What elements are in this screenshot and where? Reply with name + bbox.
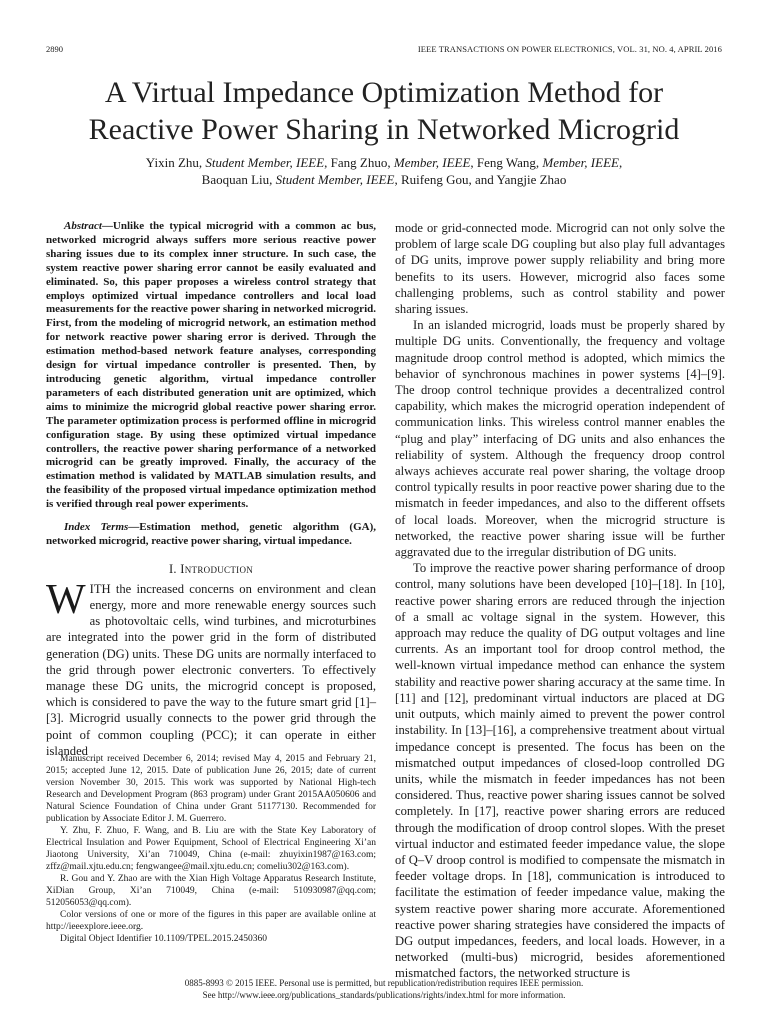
journal-header: IEEE TRANSACTIONS ON POWER ELECTRONICS, VOL. 31, NO. 4, APRIL 2016	[417, 44, 722, 54]
footnote-affiliation-2: R. Gou and Y. Zhao are with the Xian High Voltage Apparatus Research Institute, XiDian Group, Xi’an 710049, China (e-mail: 510930987@qq.com; 512056053@qq.com).	[46, 874, 376, 908]
author-list	[46, 154, 722, 188]
title-line-2: Reactive Power Sharing in Networked Microgrid	[88, 113, 680, 146]
paper-title	[46, 74, 722, 148]
title-line-1: A Virtual Impedance Optimization Method for	[104, 76, 664, 109]
copyright-footer	[46, 977, 722, 1001]
index-terms-label: Index Terms	[64, 521, 129, 534]
footnote-color-versions: Color versions of one or more of the figures in this paper are available online at http://ieeexplore.ieee.org.	[46, 910, 376, 932]
right-column	[395, 220, 725, 982]
copyright-line: 0885-8993 © 2015 IEEE. Personal use is permitted, but republication/redistribution requires IEEE permission.	[184, 978, 584, 988]
abstract-label: Abstract	[64, 220, 102, 232]
footnotes	[46, 753, 376, 945]
drop-cap: W	[46, 576, 86, 623]
abstract-text: —Unlike the typical microgrid with a common ac bus, networked microgrid always suffers more serious reactive power sharing issues due to its complex inner structure. In such case, the system reactive power sharing error cannot be easily evaluated and eliminated. So, this paper proposes a wireless control strategy that employs optimized virtual impedance controllers and local load measurements for the reactive power sharing in networked microgrid. First, from the modeling of microgrid network, an estimation method for network reactive power sharing error is derived. Through the estimation method-based network feature analyses, corresponding design for virtual impedance controller is presented. Then, by introducing genetic algorithm, virtual impedance controller parameters of each distributed generation unit are optimized, which aims to minimize the microgrid global reactive power sharing error. The parameter optimization process is performed offline in microgrid configuration stage. By using these optimized virtual impedance controllers, the reactive power sharing performance of a networked microgrid can be greatly improved. Finally, the accuracy of the estimation method is validated by MATLAB simulation results, and the feasibility of the proposed virtual impedance optimization method is verified through real power experiments.	[46, 220, 376, 511]
index-terms	[46, 521, 376, 549]
page-number: 2890	[46, 44, 63, 54]
right-paragraph-2: In an islanded microgrid, loads must be properly shared by multiple DG units. Conventionally, the frequency and voltage magnitude droop control method is adopted, which mimics the behavior of synchronous machines in power systems [4]–[9]. The droop control technique provides a decentralized control capability, which makes the microgrid operation independent of communication links. This wireless control manner enables the “plug and play” interfacing of DG units and also enhances the reliability of system. Although the frequency droop control always achieves accurate real power sharing, the voltage droop control typically results in poor reactive power sharing due to the mismatch in feeder impedances, and also to the different offsets of local loads. Moreover, when the microgrid structure is networked, the reactive power sharing issue will be further aggravated due to the irregular distribution of DG units.	[395, 318, 725, 560]
footnote-affiliation-1: Y. Zhu, F. Zhuo, F. Wang, and B. Liu are with the State Key Laboratory of Electrical Insulation and Power Equipment, School of Electrical Engineering Xi’an Jiaotong University, Xi’an 710049, China (e-mail: zhuyixin1987@163.com; zffz@mail.xjtu.edu.cn; fengwangee@mail.xjtu.edu.cn; comeliu302@163.com).	[46, 826, 376, 872]
section-title: Introduction	[180, 561, 254, 576]
authors-line-2: Baoquan Liu, Student Member, IEEE, Ruifeng Gou, and Yangjie Zhao	[201, 172, 567, 187]
footnote-manuscript: Manuscript received December 6, 2014; revised May 4, 2015 and February 21, 2015; accepted June 12, 2015. Date of publication June 26, 2015; date of current version November 30, 2015. This work was supported by National High-tech Research and Development Program (863 program) under Grant 2015AA050606 and Natural Science Foundation of China under Grant 51177130. Recommended for publication by Associate Editor J. M. Guerrero.	[46, 754, 376, 824]
section-numeral: I.	[168, 561, 181, 576]
right-paragraph-1: mode or grid-connected mode. Microgrid can not only solve the problem of large scale DG coupling but also play full advantages of DG units, improve power supply reliability and bring more benefits to its users. However, microgrid also faces some challenging problems, such as control stability and power sharing issues.	[395, 221, 725, 317]
intro-text: ITH the increased concerns on environment and clean energy, more and more renewable energy sources such as photovoltaic cells, wind turbines, and microturbines are integrated into the power grid in the form of distributed generation (DG) units. These DG units are normally interfaced to the grid through power electronic converters. To effectively manage these DG units, the microgrid concept is proposed, which is considered to pave the way to the future smart grid [1]–[3]. Microgrid usually connects to the power grid through the point of common coupling (PCC); it can operate in either islanded	[46, 581, 376, 758]
abstract	[46, 220, 376, 512]
right-paragraph-3: To improve the reactive power sharing performance of droop control, many solutions have been developed [10]–[18]. In [10], reactive power sharing errors are reduced through the injection of a small ac voltage signal in the system. However, this approach may reduce the quality of DG output voltages and line currents. As an important tool for droop control method, the well-known virtual impedance method can enhance the system stability and reactive power sharing accuracy at the same time. In [11] and [12], predominant virtual inductors are placed at DG unit outputs, which mainly aimed to prevent the power control instability. In [13]–[16], a comprehensive treatment about virtual impedance concept is presented. The focus has been on the mismatched output impedances of closed-loop controlled DG units, while the mismatch in feeder impedances has not been considered. Thus, reactive power sharing issues cannot be solved completely. In [17], reactive power sharing errors are reduced through the modification of droop control slopes. With the preset virtual inductor and estimated feeder impedance value, the slope of Q–V droop control is modified to compensate the mismatch in feeder voltage drops. In [18], communication is introduced to facilitate the estimation of feeder impedance value, making the system reactive power sharing more accurate. Aforementioned reactive power sharing strategies have considered the impacts of DG output impedances, feeders, and local loads. However, in a networked (multi-bus) microgrid, besides aforementioned mismatched factors, the networked structure is	[395, 561, 725, 981]
index-terms-text: —Estimation method, genetic algorithm (GA), networked microgrid, reactive power sharing, virtual impedance.	[46, 521, 377, 547]
intro-paragraph	[46, 576, 376, 759]
section-heading-introduction	[46, 562, 376, 577]
authors-line-1: Yixin Zhu, Student Member, IEEE, Fang Zhuo, Member, IEEE, Feng Wang, Member, IEEE,	[145, 155, 623, 170]
footnote-doi: Digital Object Identifier 10.1109/TPEL.2015.2450360	[60, 934, 268, 944]
left-column	[46, 220, 376, 759]
rights-link-line: See http://www.ieee.org/publications_standards/publications/rights/index.html for more information.	[202, 990, 566, 1000]
